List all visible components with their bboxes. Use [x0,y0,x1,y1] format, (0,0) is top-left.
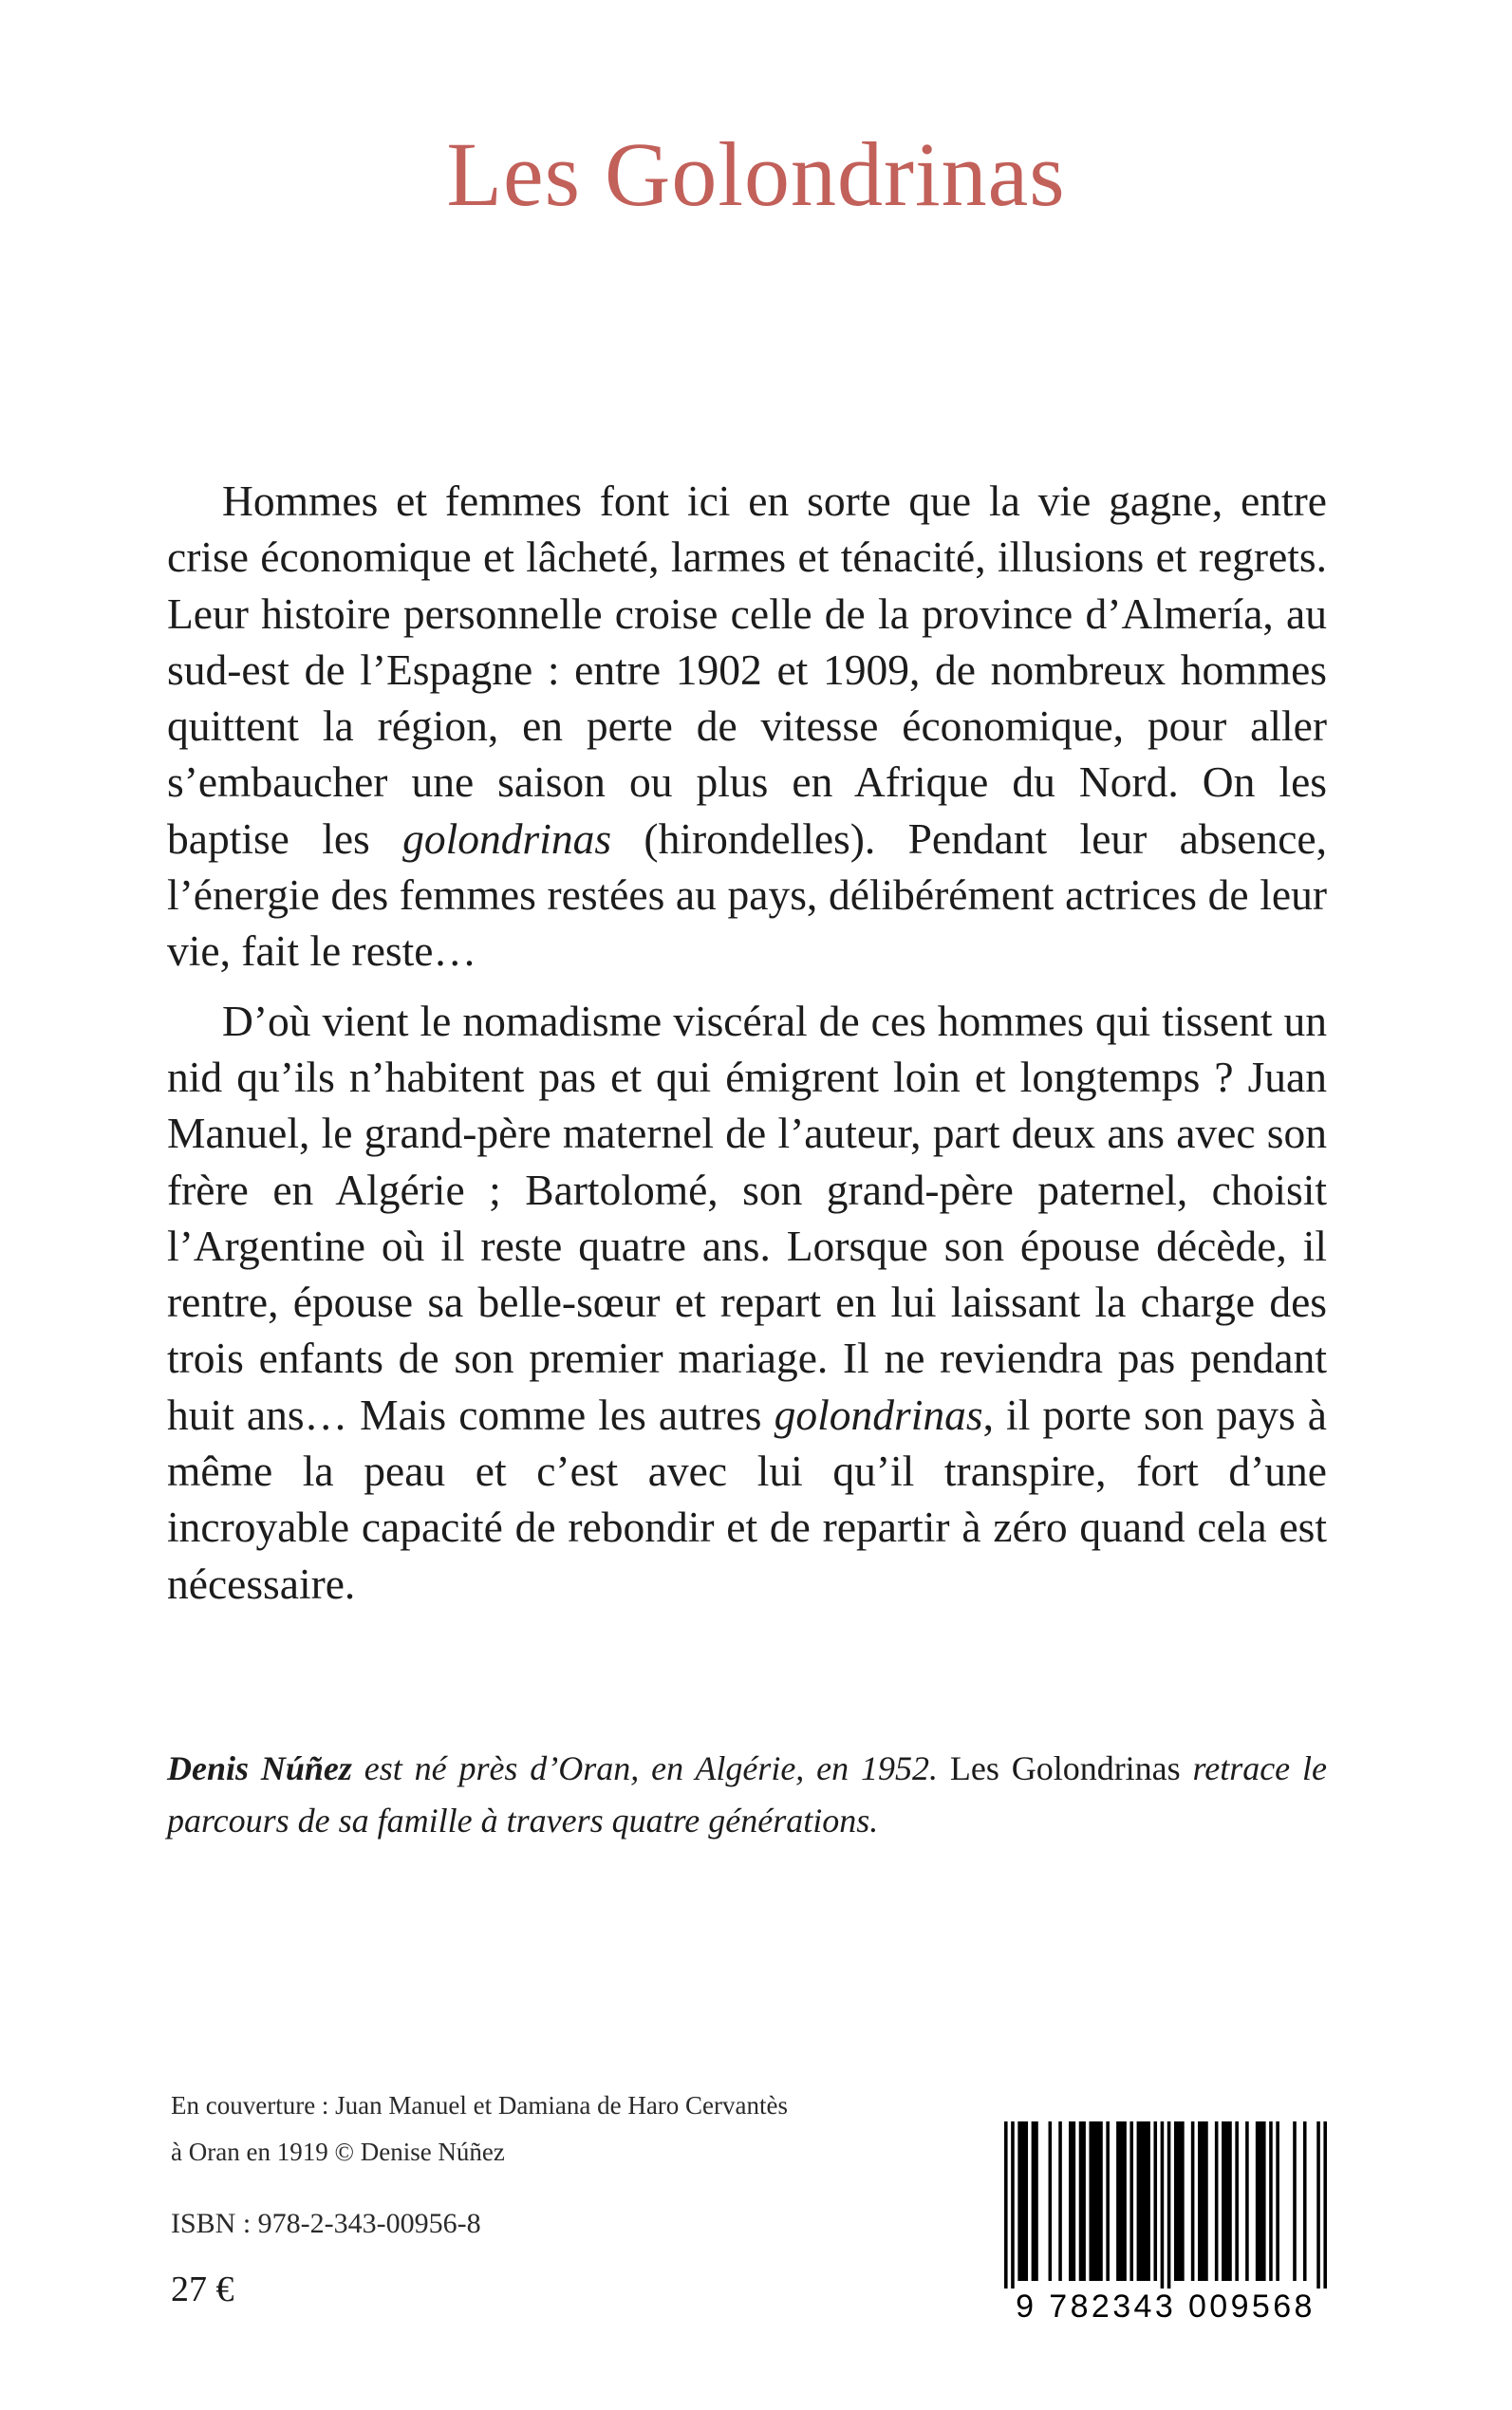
barcode-bar-8 [1089,2121,1102,2281]
blurb-p2-text-a: D’où vient le nomadisme viscéral de ces hommes qui tissent un nid qu’ils n’habitent pas et qui émigrent loin et longtemps ? Juan Manuel, le grand-père maternel de l’auteur, part deux ans avec son frère en Algérie ; Bartolomé, son grand-père paternel, choisit l’Argentine où il reste quatre ans. Lorsque son épouse décède, il rentre, épouse sa belle-sœur et repart en lui laissant la charge des trois enfants de son premier mariage. Il ne reviendra pas pendant huit ans… Mais comme les autres [167,996,1327,1439]
blurb-p2-text-b: , il porte son pays à même la peau et c’est avec lui qu’il transpire, fort d’une incroyable capacité de rebondir et de repartir à zéro quand cela est nécessaire. [167,1390,1328,1608]
barcode-bar-14 [1161,2121,1165,2289]
barcode-bar-19 [1215,2121,1219,2281]
barcode-bar-26 [1293,2121,1297,2281]
book-title: Les Golondrinas [446,123,1066,225]
blurb-p1-text-a: Hommes et femmes font ici en sorte que la vie gagne, entre crise économique et lâcheté, larmes et ténacité, illusions et regrets. Leur histoire personnelle croise celle de la province d’Almería, au sud-est de l’Espagne : entre 1902 et 1909, de nombreux hommes quittent la région, en perte de vitesse économique, pour aller s’embaucher une saison ou plus en Afrique du Nord. On les baptise les [167,476,1327,863]
cover-credit-line-2: à Oran en 1919 © Denise Núñez [171,2138,505,2166]
barcode-digits: 9 782343 009568 [1016,2289,1316,2325]
barcode-bar-25 [1276,2121,1279,2281]
barcode-bars [1004,2121,1327,2289]
barcode-bar-2 [1017,2121,1028,2281]
barcode-bar-4 [1049,2121,1053,2281]
blurb-paragraph-1 [167,473,1327,980]
blurb-p1-text-b: (hirondelles). Pendant leur absence, l’énergie des femmes restées au pays, délibérément actrices de leur vie, fait le reste… [167,813,1327,976]
barcode-bar-29 [1323,2121,1327,2289]
blurb-paragraph-2 [167,993,1327,1612]
cover-credit [171,2083,788,2176]
back-cover-blurb [167,473,1327,1612]
bio-text-a: est né près d’Oran, en Algérie, en 1952. [351,1749,950,1787]
cover-credit-line-1: En couverture : Juan Manuel et Damiana de Haro Cervantès [171,2091,789,2120]
barcode-bar-13 [1153,2121,1157,2281]
author-bio [167,1743,1327,1847]
barcode-bar-21 [1235,2121,1239,2281]
blurb-p1-italic: golondrinas [402,813,612,863]
bio-book-title: Les Golondrinas [949,1749,1181,1787]
barcode-bar-5 [1058,2121,1062,2281]
barcode-bar-22 [1245,2121,1249,2281]
barcode-bar-9 [1106,2121,1110,2281]
barcode-bar-1 [1011,2121,1015,2289]
bio-text-b: retrace le parcours de sa famille à travers quatre générations. [167,1749,1328,1840]
barcode-bar-10 [1116,2121,1127,2281]
barcode-bar-17 [1191,2121,1195,2281]
barcode-bar-16 [1174,2121,1185,2281]
barcode-bar-27 [1303,2121,1307,2281]
isbn: ISBN : 978-2-343-00956-8 [171,2208,481,2239]
price: 27 € [171,2270,234,2309]
author-name: Denis Núñez [167,1749,352,1787]
blurb-p2-italic: golondrinas [774,1390,983,1439]
barcode-bar-7 [1079,2121,1086,2281]
barcode-bar-11 [1129,2121,1133,2281]
barcode-bar-6 [1069,2121,1075,2281]
barcode [1004,2121,1327,2334]
barcode-bar-28 [1316,2121,1320,2289]
barcode-bar-12 [1137,2121,1150,2281]
barcode-bar-15 [1167,2121,1171,2289]
barcode-bar-0 [1004,2121,1008,2289]
barcode-bar-23 [1256,2121,1266,2281]
barcode-bar-18 [1198,2121,1208,2281]
barcode-bar-24 [1269,2121,1273,2281]
barcode-bar-20 [1222,2121,1232,2281]
barcode-bar-3 [1032,2121,1038,2281]
